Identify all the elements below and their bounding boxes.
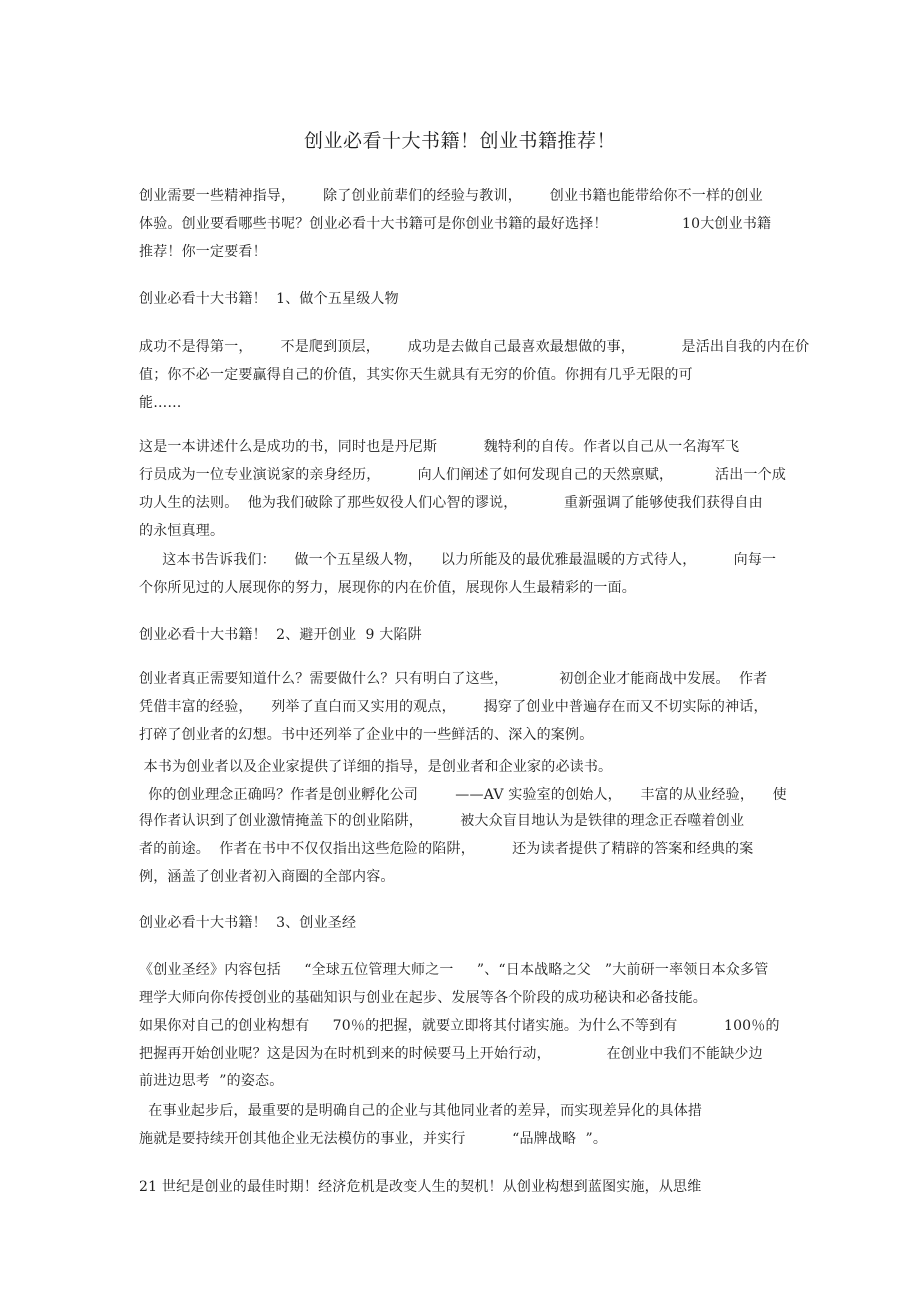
text-line: 创业需要一些精神指导， 除了创业前辈们的经验与教训， 创业书籍也能带给你不一样的创业 (139, 188, 763, 204)
text-line: 如果你对自己的创业构想有 70％的把握，就要立即将其付诸实施。为什么不等到有 100％的 (139, 1018, 780, 1034)
text-line: 这是一本讲述什么是成功的书，同时也是丹尼斯 魏特利的自传。作者以自己从一名海军飞 (139, 439, 740, 455)
text-line: 成功不是得第一， 不是爬到顶层， 成功是去做自己最喜欢最想做的事， 是活出自我的内在价 (139, 339, 810, 355)
text-line: 者的前途。 作者在书中不仅仅指出这些危险的陷阱， 还为读者提供了精辟的答案和经典的案 (139, 841, 754, 857)
text-line: 本书为创业者以及企业家提供了详细的指导，是创业者和企业家的必读书。 (139, 759, 613, 775)
text-line: 行员成为一位专业演说家的亲身经历， 向人们阐述了如何发现自己的天然禀赋， 活出一个成 (139, 467, 787, 483)
text-line: 创业者真正需要知道什么？需要做什么？只有明白了这些， 初创企业才能商战中发展。 作者 (139, 671, 768, 687)
document-title: 创业必看十大书籍！创业书籍推荐！ (303, 130, 616, 152)
text-line: 个你所见过的人展现你的努力，展现你的内在价值，展现你人生最精彩的一面。 (139, 580, 636, 596)
text-line: 把握再开始创业呢？这是因为在时机到来的时候要马上开始行动， 在创业中我们不能缺少边 (139, 1046, 763, 1062)
section-heading: 创业必看十大书籍！ 3、创业圣经 (139, 915, 357, 931)
text-line: 打碎了创业者的幻想。书中还列举了企业中的一些鲜活的、深入的案例。 (139, 727, 594, 743)
text-line: 《创业圣经》内容包括 “全球五位管理大师之一 ”、“日本战略之父 ”大前研一率领日本众多管 (139, 962, 769, 978)
text-line: 的永恒真理。 (139, 523, 225, 539)
text-line: 能…… (139, 395, 182, 411)
text-line: 功人生的法则。 他为我们破除了那些奴役人们心智的谬说， 重新强调了能够使我们获得自由 (139, 495, 763, 511)
section-heading: 创业必看十大书籍！ 2、避开创业 9 大陷阱 (139, 627, 422, 643)
section-heading: 创业必看十大书籍！ 1、做个五星级人物 (139, 291, 399, 307)
text-line: 理学大师向你传授创业的基础知识与创业在起步、发展等各个阶段的成功秘诀和必备技能。 (139, 990, 707, 1006)
text-line: 推荐！你一定要看！ (139, 244, 267, 260)
text-line: 你的创业理念正确吗？作者是创业孵化公司 ——AV 实验室的创始人， 丰富的从业经验， 使 (139, 787, 787, 803)
text-line: 得作者认识到了创业激情掩盖下的创业陷阱， 被大众盲目地认为是铁律的理念正吞噬着创业 (139, 813, 745, 829)
text-line: 前进边思考 ”的姿态。 (139, 1073, 284, 1089)
text-line: 例，涵盖了创业者初入商圈的全部内容。 (139, 869, 395, 885)
text-line: 这本书告诉我们： 做一个五星级人物， 以力所能及的最优雅最温暖的方式待人， 向每一 (139, 552, 777, 568)
text-line: 施就是要持续开创其他企业无法模仿的事业，并实行 “品牌战略 ”。 (139, 1131, 608, 1147)
text-line: 在事业起步后，最重要的是明确自己的企业与其他同业者的差异，而实现差异化的具体措 (139, 1103, 703, 1119)
text-line: 体验。创业要看哪些书呢？创业必看十大书籍可是你创业书籍的最好选择！ 10大创业书籍 (139, 216, 772, 232)
text-line: 值；你不必一定要赢得自己的价值，其实你天生就具有无穷的价值。你拥有几乎无限的可 (139, 367, 693, 383)
text-line: 凭借丰富的经验， 列举了直白而又实用的观点， 揭穿了创业中普遍存在而又不切实际的神话， (139, 699, 768, 715)
text-line: 21 世纪是创业的最佳时期！经济危机是改变人生的契机！从创业构想到蓝图实施，从思维 (139, 1179, 702, 1195)
